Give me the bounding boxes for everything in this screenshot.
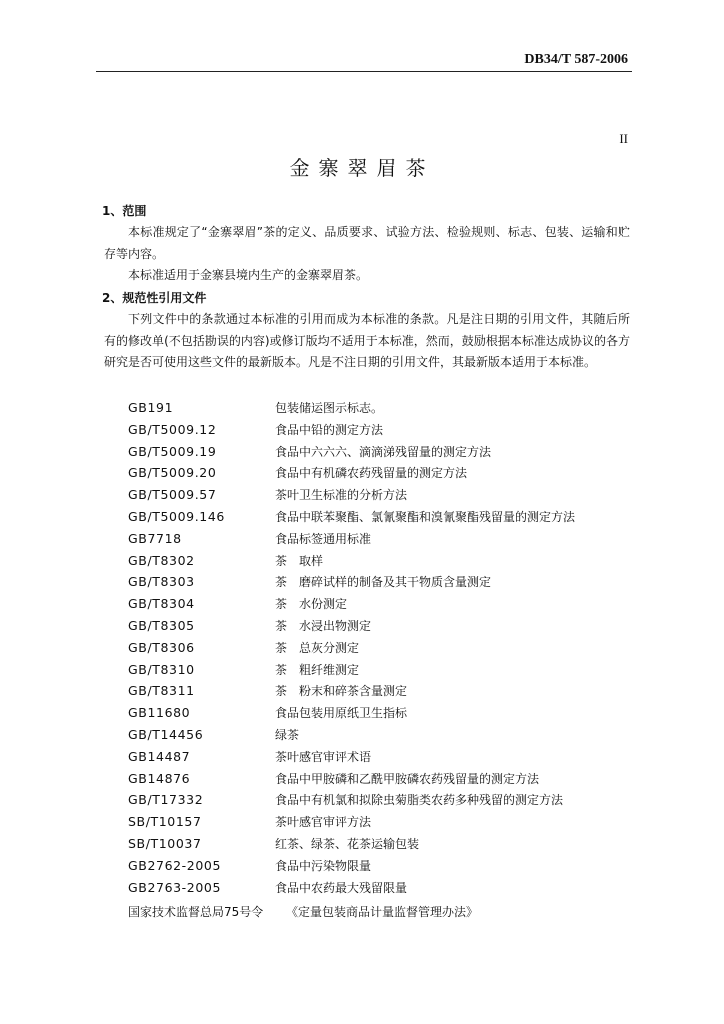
reference-item bbox=[128, 462, 628, 484]
header-rule bbox=[96, 71, 632, 72]
reference-item bbox=[128, 855, 628, 877]
reference-code: GB14487 bbox=[128, 748, 191, 764]
reference-code: GB/T14456 bbox=[128, 726, 204, 742]
scope-paragraph-2: 本标准适用于金寨县境内生产的金寨翠眉茶。 bbox=[128, 268, 369, 283]
reference-code: GB/T8310 bbox=[128, 661, 195, 677]
reference-item bbox=[128, 637, 628, 659]
reference-item bbox=[128, 441, 628, 463]
section-scope bbox=[104, 200, 630, 287]
reference-item bbox=[128, 419, 628, 441]
scope-paragraph-1: 本标准规定了“金寨翠眉”茶的定义、品质要求、试验方法、检验规则、标志、包装、运输和贮存等内容。 bbox=[104, 225, 630, 261]
reference-item bbox=[128, 702, 628, 724]
reference-code: GB/T8303 bbox=[128, 574, 195, 590]
reference-code: GB/T8302 bbox=[128, 552, 195, 568]
reference-title: 绿茶 bbox=[275, 727, 300, 742]
reference-code: GB/T5009.146 bbox=[128, 508, 225, 524]
reference-code: SB/T10037 bbox=[128, 835, 202, 851]
section-references bbox=[104, 287, 630, 374]
reference-title: 食品中有机氯和拟除虫菊脂类农药多种残留的测定方法 bbox=[275, 793, 564, 808]
reference-item bbox=[128, 484, 628, 506]
section-heading-scope: 1、范围 bbox=[102, 204, 147, 218]
reference-item bbox=[128, 615, 628, 637]
reference-code: GB2763-2005 bbox=[128, 879, 221, 895]
reference-title: 包装储运图示标志。 bbox=[275, 401, 384, 415]
reference-code: GB/T5009.19 bbox=[128, 443, 217, 459]
reference-code: GB14876 bbox=[128, 770, 191, 786]
reference-code: GB2762-2005 bbox=[128, 857, 221, 873]
reference-title: 食品中农药最大残留限量 bbox=[275, 880, 408, 895]
reference-title: 茶叶感官审评术语 bbox=[275, 749, 372, 764]
reference-list bbox=[128, 397, 628, 898]
reference-item bbox=[128, 789, 628, 811]
reference-code: GB/T5009.20 bbox=[128, 465, 217, 481]
reference-title: 食品中铅的测定方法 bbox=[275, 422, 384, 437]
reference-code: GB/T17332 bbox=[128, 792, 204, 808]
reference-item bbox=[128, 571, 628, 593]
reference-item bbox=[128, 877, 628, 899]
reference-code: GB/T5009.57 bbox=[128, 487, 217, 503]
reference-code: GB/T8305 bbox=[128, 617, 195, 633]
reference-title: 食品中联苯聚酯、氯氰聚酯和溴氰聚酯残留量的测定方法 bbox=[275, 509, 576, 524]
reference-item bbox=[128, 833, 628, 855]
reference-item-regulation bbox=[128, 903, 628, 920]
reference-title: 茶叶卫生标准的分析方法 bbox=[275, 488, 408, 503]
reference-title: 红茶、绿茶、花茶运输包装 bbox=[275, 836, 420, 851]
reference-code: 国家技术监督总局75号令 bbox=[128, 905, 264, 919]
references-paragraph: 下列文件中的条款通过本标准的引用而成为本标准的条款。凡是注日期的引用文件，其随后所有的修改单(不包括勘误的内容)或修订版均不适用于本标准，然而，鼓励根据本标准达成协议的各方研究是否可使用这些文件的最新版本。凡是不注日期的引用文件，其最新版本适用于本标准。 bbox=[104, 312, 630, 370]
reference-title: 食品标签通用标准 bbox=[275, 531, 372, 546]
reference-code: GB/T8304 bbox=[128, 596, 195, 612]
section-heading-references: 2、规范性引用文件 bbox=[102, 291, 207, 305]
reference-title: 茶 水份测定 bbox=[275, 597, 348, 612]
reference-title: 茶叶感官审评方法 bbox=[275, 815, 372, 830]
reference-code: GB/T8311 bbox=[128, 683, 195, 699]
reference-item bbox=[128, 680, 628, 702]
reference-title: 茶 磨碎试样的制备及其干物质含量测定 bbox=[275, 575, 492, 590]
standard-code: DB34/T 587-2006 bbox=[524, 52, 628, 67]
reference-title: 茶 取样 bbox=[275, 553, 324, 568]
reference-code: GB/T5009.12 bbox=[128, 421, 217, 437]
reference-item bbox=[128, 506, 628, 528]
reference-item bbox=[128, 397, 628, 419]
page-number: II bbox=[619, 131, 628, 146]
reference-code: SB/T10157 bbox=[128, 814, 202, 830]
reference-code: GB11680 bbox=[128, 705, 191, 721]
reference-title: 食品中污染物限量 bbox=[275, 858, 372, 873]
reference-title: 食品包装用原纸卫生指标 bbox=[275, 706, 408, 721]
reference-item bbox=[128, 659, 628, 681]
reference-title: 食品中甲胺磷和乙酰甲胺磷农药残留量的测定方法 bbox=[275, 771, 540, 786]
reference-title: 食品中六六六、滴滴涕残留量的测定方法 bbox=[275, 444, 492, 459]
reference-item bbox=[128, 550, 628, 572]
reference-item bbox=[128, 724, 628, 746]
reference-item bbox=[128, 811, 628, 833]
reference-item bbox=[128, 528, 628, 550]
reference-title: 茶 水浸出物测定 bbox=[275, 618, 372, 633]
reference-item bbox=[128, 593, 628, 615]
reference-title: 茶 粉末和碎茶含量测定 bbox=[275, 684, 408, 699]
reference-code: GB/T8306 bbox=[128, 639, 195, 655]
reference-item bbox=[128, 768, 628, 790]
reference-title: 食品中有机磷农药残留量的测定方法 bbox=[275, 466, 468, 481]
reference-code: GB7718 bbox=[128, 530, 182, 546]
reference-title: 《定量包装商品计量监督管理办法》 bbox=[286, 905, 479, 919]
reference-code: GB191 bbox=[128, 400, 174, 415]
reference-item bbox=[128, 746, 628, 768]
reference-title: 茶 总灰分测定 bbox=[275, 640, 360, 655]
document-title: 金寨翠眉茶 bbox=[289, 156, 435, 180]
reference-title: 茶 粗纤维测定 bbox=[275, 662, 360, 677]
